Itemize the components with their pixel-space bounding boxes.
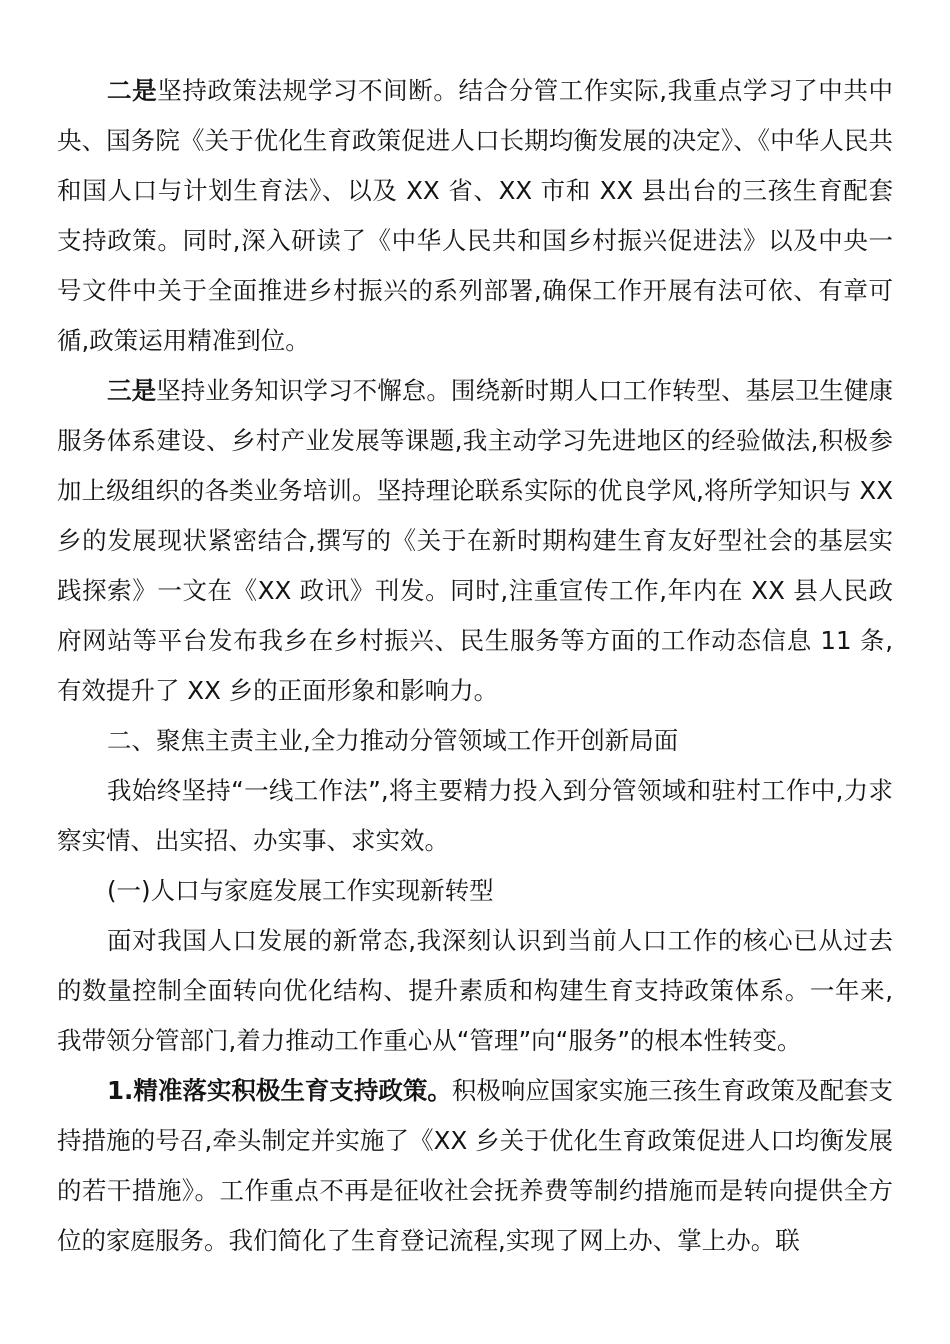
paragraph-fertility-policy (57, 1066, 893, 1266)
paragraph-population-transition (57, 916, 893, 1066)
paragraph-lead: 二是 (107, 76, 158, 105)
paragraph-text: 坚持政策法规学习不间断。结合分管工作实际,我重点学习了中共中央、国务院《关于优化生育政策促进人口长期均衡发展的决定》、《中华人民共和国人口与计划生育法》、以及 XX 省、XX 市和 XX 县出台的三孩生育配套支持政策。同时,深入研读了《中华人民共和国乡村振兴促进法》以及中央一号文件中关于全面推进乡村振兴的系列部署,确保工作开展有法可依、有章可循,政策运用精准到位。 (57, 76, 893, 355)
paragraph-text: 积极响应国家实施三孩生育政策及配套支持措施的号召,牵头制定并实施了《XX 乡关于优化生育政策促进人口均衡发展的若干措施》。工作重点不再是征收社会抚养费等制约措施而是转向提供全方位的家庭服务。我们简化了生育登记流程,实现了网上办、掌上办。联 (57, 1076, 893, 1255)
subsection-heading (57, 866, 893, 916)
section-heading (57, 716, 893, 766)
subsection-heading-text: (一)人口与家庭发展工作实现新转型 (107, 876, 494, 905)
paragraph-study-policy (57, 66, 893, 366)
paragraph-frontline-method (57, 766, 893, 866)
paragraph-lead: 三是 (107, 376, 157, 405)
paragraph-text: 我始终坚持“一线工作法”,将主要精力投入到分管领域和驻村工作中,力求察实情、出实招、办实事、求实效。 (57, 776, 893, 855)
section-heading-text: 二、聚焦主责主业,全力推动分管领域工作开创新局面 (107, 726, 679, 755)
paragraph-lead: 1.精准落实积极生育支持政策。 (107, 1076, 452, 1105)
paragraph-text: 坚持业务知识学习不懈怠。围绕新时期人口工作转型、基层卫生健康服务体系建设、乡村产业发展等课题,我主动学习先进地区的经验做法,积极参加上级组织的各类业务培训。坚持理论联系实际的优良学风,将所学知识与 XX 乡的发展现状紧密结合,撰写的《关于在新时期构建生育友好型社会的基层实践探索》一文在《XX 政讯》刊发。同时,注重宣传工作,年内在 XX 县人民政府网站等平台发布我乡在乡村振兴、民生服务等方面的工作动态信息 11 条,有效提升了 XX 乡的正面形象和影响力。 (57, 376, 894, 705)
paragraph-study-business (57, 366, 893, 716)
document-page (57, 66, 893, 1266)
paragraph-text: 面对我国人口发展的新常态,我深刻认识到当前人口工作的核心已从过去的数量控制全面转向优化结构、提升素质和构建生育支持政策体系。一年来,我带领分管部门,着力推动工作重心从“管理”向“服务”的根本性转变。 (57, 926, 893, 1055)
